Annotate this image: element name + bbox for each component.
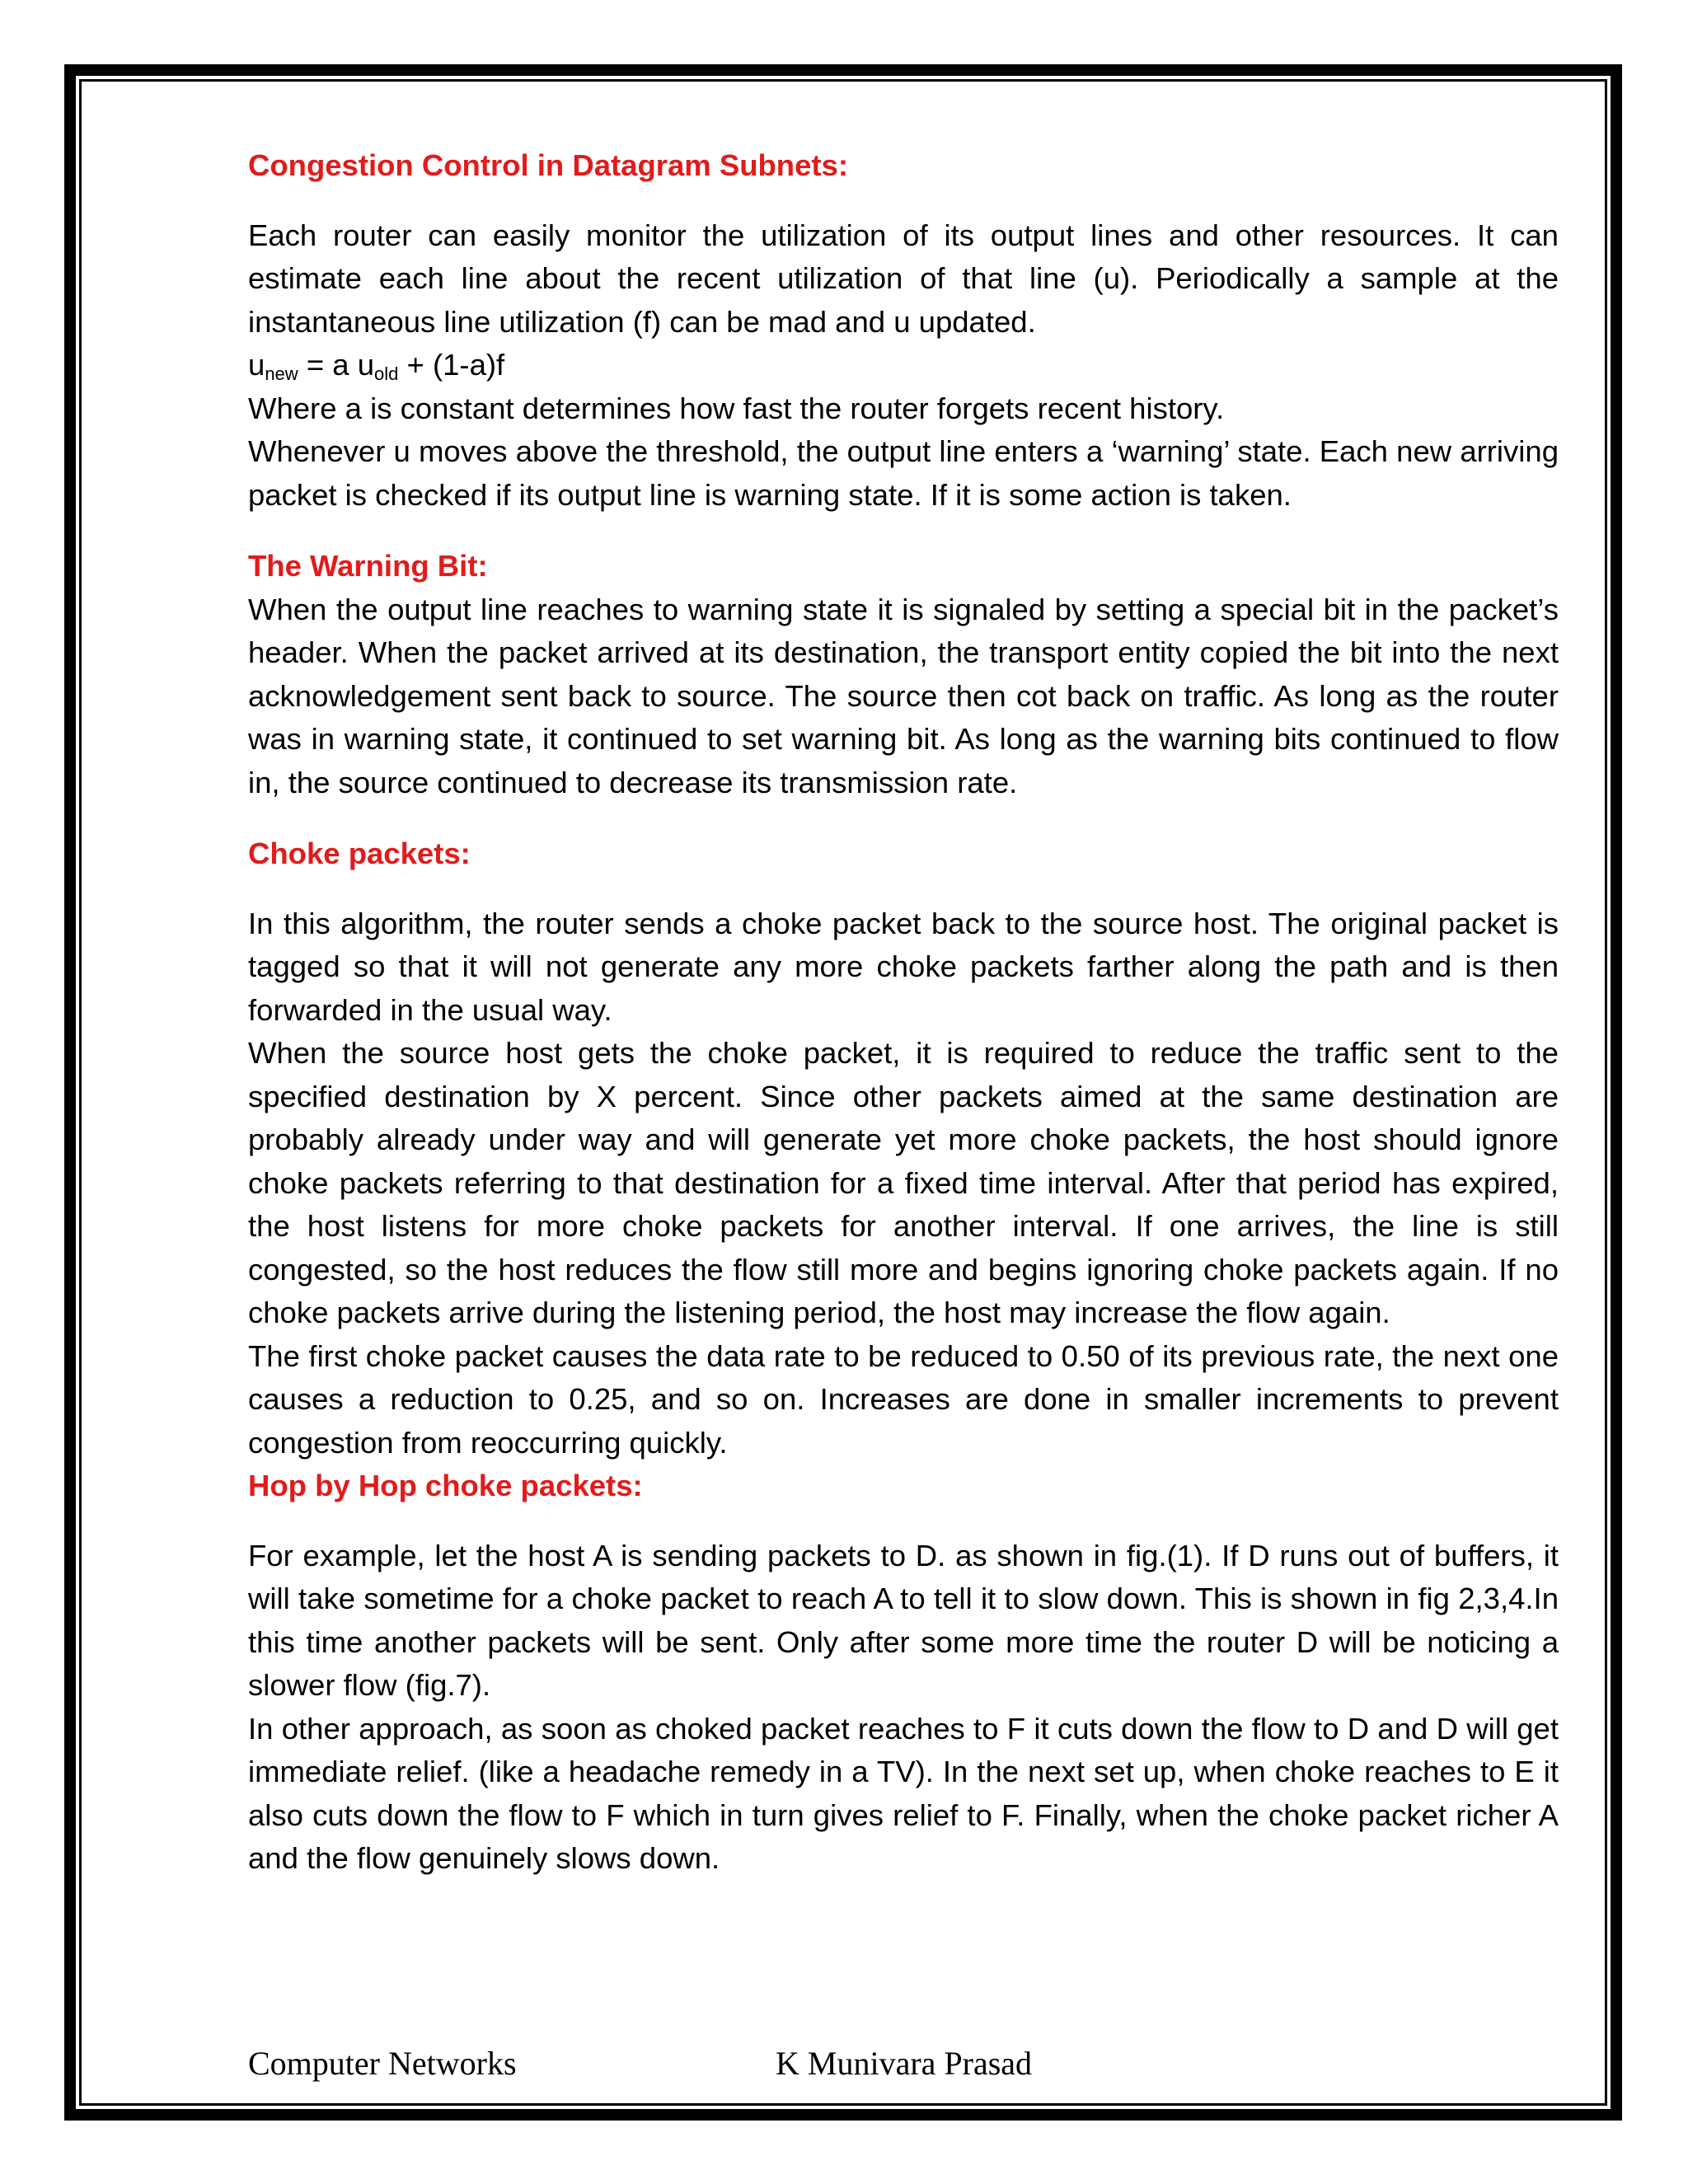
- paragraph-hop-example: For example, let the host A is sending packets to D. as shown in fig.(1). If D runs out of buffers, it will take sometime for a choke packet to reach A to tell it to slow down. This is shown in fig 2,3,4.In this time another packets will be sent. Only after some more time the router D will be noticing a slower flow (fig.7).: [248, 1538, 1559, 1702]
- heading-hop-by-hop: Hop by Hop choke packets:: [248, 1469, 643, 1502]
- paragraph-threshold: Whenever u moves above the threshold, the output line enters a ‘warning’ state. Each new arriving packet is checked if its output line is warning state. If it is some action is taken.: [248, 434, 1559, 512]
- formula-u: u: [248, 348, 265, 382]
- paragraph-warning-bit: When the output line reaches to warning state it is signaled by setting a special bit in the packet’s header. When the packet arrived at its destination, the transport entity copied the bit into the next acknowledgement sent back to source. The source then cot back on traffic. As long as the router was in warning state, it continued to set warning bit. As long as the warning bits continued to flow in, the source continued to decrease its transmission rate.: [248, 592, 1559, 799]
- heading-congestion-control: Congestion Control in Datagram Subnets:: [248, 148, 848, 182]
- paragraph-hop-approach: In other approach, as soon as choked packet reaches to F it cuts down the flow to D and D will get immediate relief. (like a headache remedy in a TV). In the next set up, when choke reaches to E it also cuts down the flow to F which in turn gives relief to F. Finally, when the choke packet richer A and the flow genuinely slows down.: [248, 1711, 1559, 1875]
- heading-choke-packets: Choke packets:: [248, 837, 471, 870]
- formula-eq: = a u: [298, 348, 375, 382]
- formula-new-subscript: new: [265, 363, 298, 384]
- paragraph-choke-intro: In this algorithm, the router sends a choke packet back to the source host. The original packet is tagged so that it will not generate any more choke packets farther along the path and is then forwarded in the usual way.: [248, 906, 1559, 1027]
- formula-rest: + (1-a)f: [398, 348, 505, 382]
- footer-subject: Computer Networks: [248, 2045, 517, 2082]
- formula-utilization: [248, 344, 1559, 387]
- paragraph-congestion-intro: Each router can easily monitor the utilization of its output lines and other resources. It can estimate each line about the recent utilization of that line (u). Periodically a sample at the instantaneous line utilization (f) can be mad and u updated.: [248, 218, 1559, 339]
- paragraph-constant-a: Where a is constant determines how fast the router forgets recent history.: [248, 391, 1225, 425]
- heading-warning-bit: The Warning Bit:: [248, 549, 488, 583]
- footer-author: K Munivara Prasad: [776, 2045, 1033, 2082]
- page-content: [248, 144, 1559, 1881]
- paragraph-choke-rate: The first choke packet causes the data rate to be reduced to 0.50 of its previous rate, the next one causes a reduction to 0.25, and so on. Increases are done in smaller increments to prevent congestion from reoccurring quickly.: [248, 1338, 1559, 1460]
- paragraph-choke-source-host: When the source host gets the choke packet, it is required to reduce the traffic sent to the specified destination by X percent. Since other packets aimed at the same destination are probably already under way and will generate yet more choke packets, the host should ignore choke packets referring to that destination for a fixed time interval. After that period has expired, the host listens for more choke packets for another interval. If one arrives, the line is still congested, so the host reduces the flow still more and begins ignoring choke packets again. If no choke packets arrive during the listening period, the host may increase the flow again.: [248, 1036, 1559, 1329]
- formula-old-subscript: old: [374, 363, 399, 384]
